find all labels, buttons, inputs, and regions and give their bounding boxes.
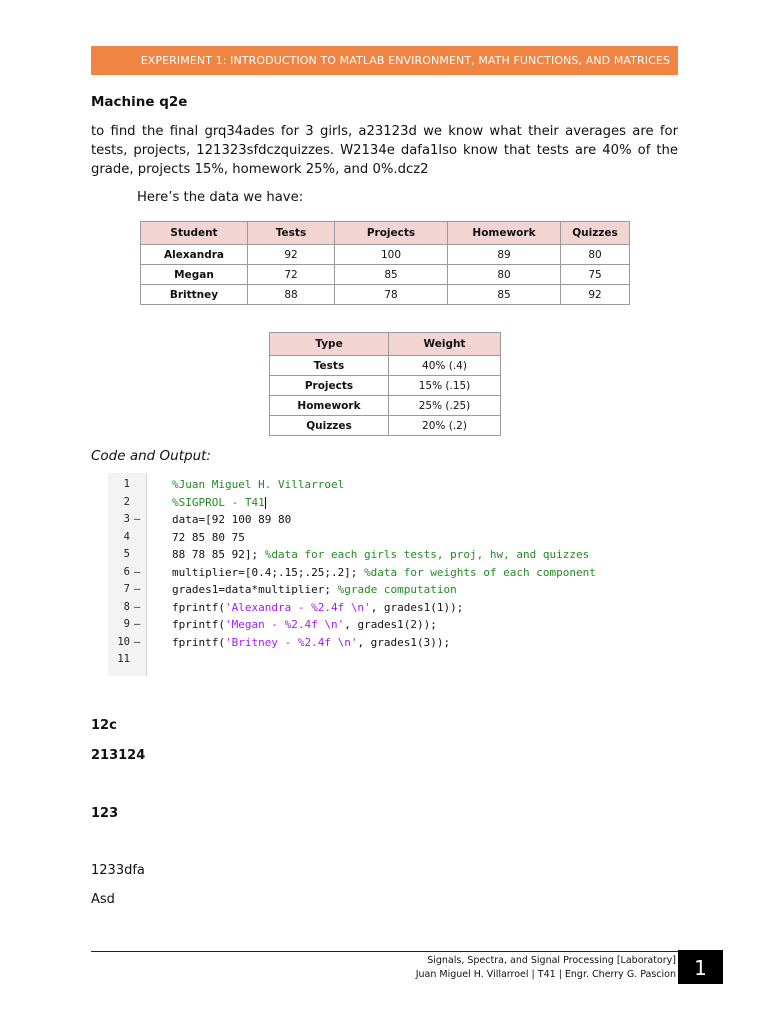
table-cell: 80 <box>561 245 630 265</box>
code-line <box>108 546 678 564</box>
breakpoint-marker[interactable]: – <box>134 600 141 613</box>
code-token: fprintf( <box>172 600 225 614</box>
line-number: 1 <box>123 478 130 490</box>
table-cell: 92 <box>561 285 630 305</box>
code-token: fprintf( <box>172 635 225 649</box>
note-line: 12c <box>91 718 117 733</box>
breakpoint-marker[interactable]: – <box>134 513 141 525</box>
code-token: fprintf( <box>172 618 225 631</box>
breakpoint-marker[interactable]: – <box>134 565 141 578</box>
weights-table-header-row <box>270 333 501 356</box>
table-cell: Projects <box>270 376 389 396</box>
code-line <box>108 476 678 494</box>
code-comment: %Juan Miguel H. Villarroel <box>172 478 345 491</box>
code-string: 'Megan - %2.4f \n' <box>224 618 345 631</box>
header-banner: EXPERIMENT 1: INTRODUCTION TO MATLAB ENVIRONMENT, MATH FUNCTIONS, AND MATRICES <box>91 46 678 75</box>
table-cell: 78 <box>335 285 448 305</box>
table-row <box>141 285 630 305</box>
code-comment: %data for each girls tests, proj, hw, and quizzes <box>264 548 590 561</box>
line-number: 7 <box>123 583 130 595</box>
code-line <box>108 616 678 634</box>
table-row <box>270 416 501 436</box>
code-token: 88 78 85 92]; <box>172 548 265 561</box>
code-token: multiplier=[0.4;.15;.25;.2]; <box>172 565 365 579</box>
table-cell: 92 <box>248 245 335 265</box>
table-cell: Tests <box>270 356 389 376</box>
note-line: 213124 <box>91 748 146 763</box>
grades-table <box>140 221 630 305</box>
code-string: 'Alexandra - %2.4f \n' <box>224 600 371 614</box>
code-token: 72 85 80 75 <box>172 530 245 544</box>
line-number: 4 <box>123 530 130 543</box>
code-token: grades1=data*multiplier; <box>172 583 338 596</box>
code-token: data=[92 100 89 80 <box>172 513 292 526</box>
code-text[interactable] <box>172 546 589 564</box>
header-cell: Tests <box>248 222 335 245</box>
code-text[interactable] <box>172 511 291 529</box>
code-line <box>108 494 678 512</box>
line-number: 5 <box>123 548 130 560</box>
table-cell: 88 <box>248 285 335 305</box>
table-cell: 15% (.15) <box>389 376 501 396</box>
line-number: 6 <box>123 565 130 578</box>
line-number: 11 <box>117 653 130 665</box>
text-cursor <box>265 497 266 509</box>
table-row <box>141 245 630 265</box>
data-intro-text: Here’s the data we have: <box>137 190 304 205</box>
table-cell: 80 <box>448 265 561 285</box>
code-line <box>108 651 678 669</box>
note-line: 123 <box>91 806 119 821</box>
line-number: 2 <box>123 495 130 508</box>
table-cell: 75 <box>561 265 630 285</box>
line-number: 9 <box>123 618 130 630</box>
header-cell: Homework <box>448 222 561 245</box>
code-heading: Code and Output: <box>91 448 211 464</box>
table-row <box>270 396 501 416</box>
breakpoint-marker[interactable]: – <box>134 583 141 595</box>
breakpoint-marker[interactable]: – <box>134 618 141 630</box>
table-cell: 20% (.2) <box>389 416 501 436</box>
line-number: 10 <box>117 635 130 648</box>
table-cell: 100 <box>335 245 448 265</box>
code-text[interactable] <box>172 599 463 617</box>
code-token: , grades1(3)); <box>357 635 451 649</box>
table-cell: 40% (.4) <box>389 356 501 376</box>
page-number: 1 <box>678 950 723 984</box>
section-title: Machine q2e <box>91 94 188 110</box>
table-cell: Alexandra <box>141 245 248 265</box>
code-text[interactable] <box>172 634 450 652</box>
code-line <box>108 581 678 599</box>
code-string: 'Britney - %2.4f \n' <box>224 635 358 649</box>
footer-author: Juan Miguel H. Villarroel | T41 | Engr. Cherry G. Pascion <box>415 969 676 980</box>
grades-table-header-row <box>141 222 630 245</box>
code-line <box>108 511 678 529</box>
table-cell: 25% (.25) <box>389 396 501 416</box>
table-cell: Brittney <box>141 285 248 305</box>
table-row <box>141 265 630 285</box>
footer-course: Signals, Spectra, and Signal Processing [Laboratory] <box>427 955 676 966</box>
table-cell: 72 <box>248 265 335 285</box>
header-cell: Student <box>141 222 248 245</box>
code-line <box>108 564 678 582</box>
footer-divider <box>91 951 678 952</box>
code-text[interactable] <box>172 494 266 512</box>
weights-table <box>269 332 501 436</box>
table-row <box>270 356 501 376</box>
table-cell: 89 <box>448 245 561 265</box>
code-comment: %SIGPROL - T41 <box>172 495 265 509</box>
table-cell: 85 <box>448 285 561 305</box>
code-text[interactable] <box>172 581 457 599</box>
header-cell: Weight <box>389 333 501 356</box>
header-cell: Quizzes <box>561 222 630 245</box>
line-number: 8 <box>123 600 130 613</box>
header-cell: Type <box>270 333 389 356</box>
code-editor <box>108 473 678 676</box>
table-cell: Homework <box>270 396 389 416</box>
code-text[interactable] <box>172 529 245 547</box>
table-cell: Megan <box>141 265 248 285</box>
code-comment: %grade computation <box>337 583 457 596</box>
code-token: , grades1(1)); <box>370 600 464 614</box>
note-line: 1233dfa <box>91 863 145 878</box>
code-comment: %data for weights of each component <box>364 565 596 579</box>
code-text[interactable] <box>172 564 596 582</box>
code-line <box>108 599 678 617</box>
intro-paragraph: to find the final grq34ades for 3 girls, a23123d we know what their averages are for tests, projects, 121323sfdczquizzes. W2134e dafa1lso know that tests are 40% of the grade, projects 15%, homework 25%, and 0%.dcz2 <box>91 124 678 177</box>
table-row <box>270 376 501 396</box>
note-line: Asd <box>91 892 115 907</box>
table-cell: 85 <box>335 265 448 285</box>
code-text[interactable] <box>172 616 437 634</box>
code-token: , grades1(2)); <box>344 618 437 631</box>
breakpoint-marker[interactable]: – <box>134 635 141 648</box>
code-text[interactable] <box>172 476 344 494</box>
line-number: 3 <box>123 513 130 525</box>
table-cell: Quizzes <box>270 416 389 436</box>
header-cell: Projects <box>335 222 448 245</box>
code-line <box>108 634 678 652</box>
code-line <box>108 529 678 547</box>
